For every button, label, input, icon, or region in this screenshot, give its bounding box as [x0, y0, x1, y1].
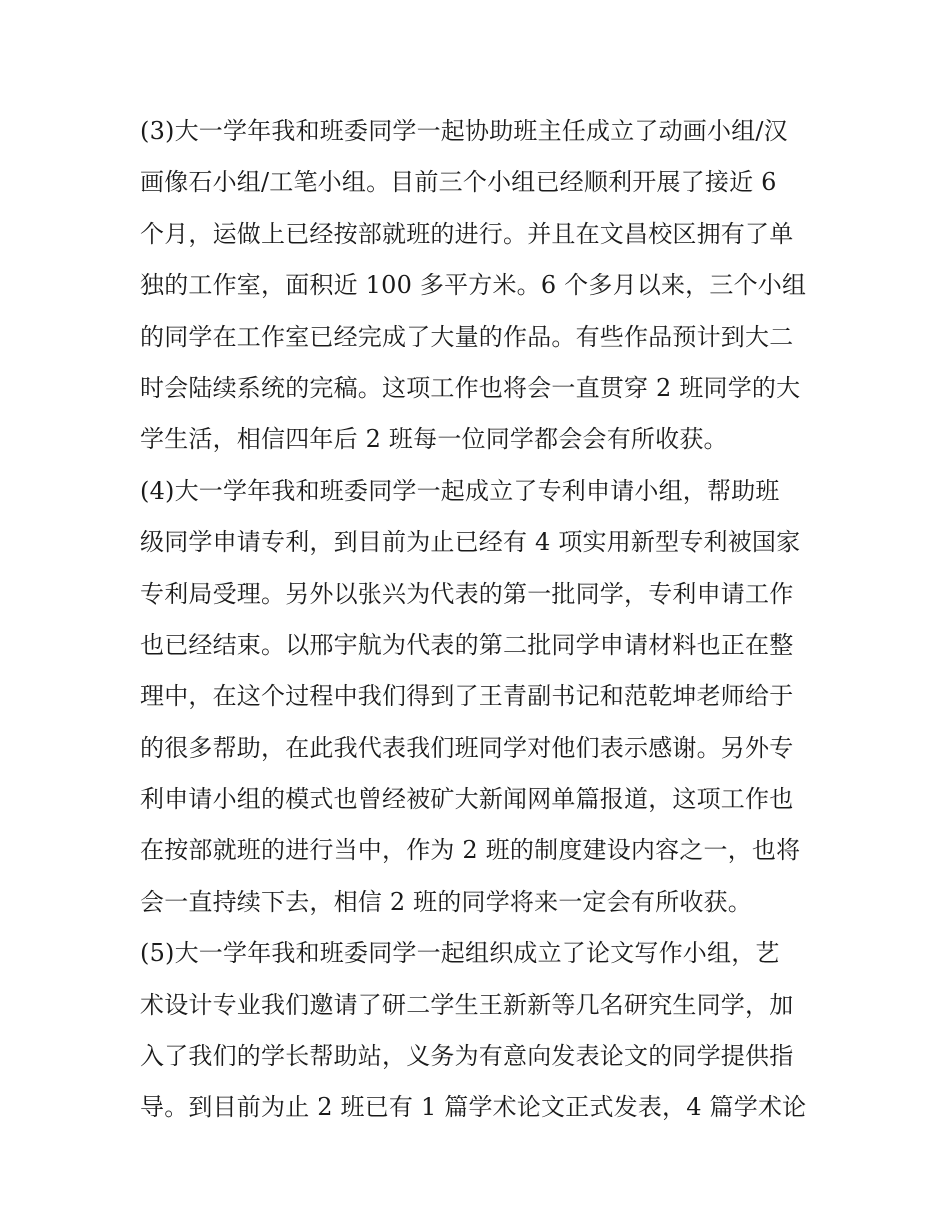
text-line: 理中，在这个过程中我们得到了王青副书记和范乾坤老师给于: [140, 682, 794, 711]
text-line: (4)大一学年我和班委同学一起成立了专利申请小组，帮助班: [140, 476, 780, 505]
text-line: 的同学在工作室已经完成了大量的作品。有些作品预计到大二: [140, 322, 794, 351]
text-line: 的很多帮助，在此我代表我们班同学对他们表示感谢。另外专: [140, 733, 794, 762]
text-line: 入了我们的学长帮助站，义务为有意向发表论文的同学提供指: [140, 1042, 794, 1071]
text-line: 术设计专业我们邀请了研二学生王新新等几名研究生同学，加: [140, 990, 794, 1019]
text-line: 个月，运做上已经按部就班的进行。并且在文昌校区拥有了单: [140, 219, 794, 248]
text-line: 也已经结束。以邢宇航为代表的第二批同学申请材料也正在整: [140, 630, 794, 659]
text-line: 利申请小组的模式也曾经被矿大新闻网单篇报道，这项工作也: [140, 785, 794, 814]
text-line: 学生活，相信四年后 2 班每一位同学都会会有所收获。: [140, 425, 728, 454]
text-line: (5)大一学年我和班委同学一起组织成立了论文写作小组，艺: [140, 939, 780, 968]
text-line: 独的工作室，面积近 100 多平方米。6 个多月以来，三个小组: [140, 271, 807, 300]
text-line: 画像石小组/工笔小组。目前三个小组已经顺利开展了接近 6: [140, 168, 777, 197]
text-line: 在按部就班的进行当中，作为 2 班的制度建设内容之一，也将: [140, 836, 801, 865]
text-line: 时会陆续系统的完稿。这项工作也将会一直贯穿 2 班同学的大: [140, 373, 801, 402]
text-line: 级同学申请专利，到目前为止已经有 4 项实用新型专利被国家: [140, 528, 801, 557]
text-line: 专利局受理。另外以张兴为代表的第一批同学，专利申请工作: [140, 579, 794, 608]
document-body: [140, 106, 820, 1134]
text-line: 会一直持续下去，相信 2 班的同学将来一定会有所收获。: [140, 887, 752, 916]
text-line: 导。到目前为止 2 班已有 1 篇学术论文正式发表，4 篇学术论: [140, 1093, 807, 1122]
text-line: (3)大一学年我和班委同学一起协助班主任成立了动画小组/汉: [140, 117, 788, 145]
